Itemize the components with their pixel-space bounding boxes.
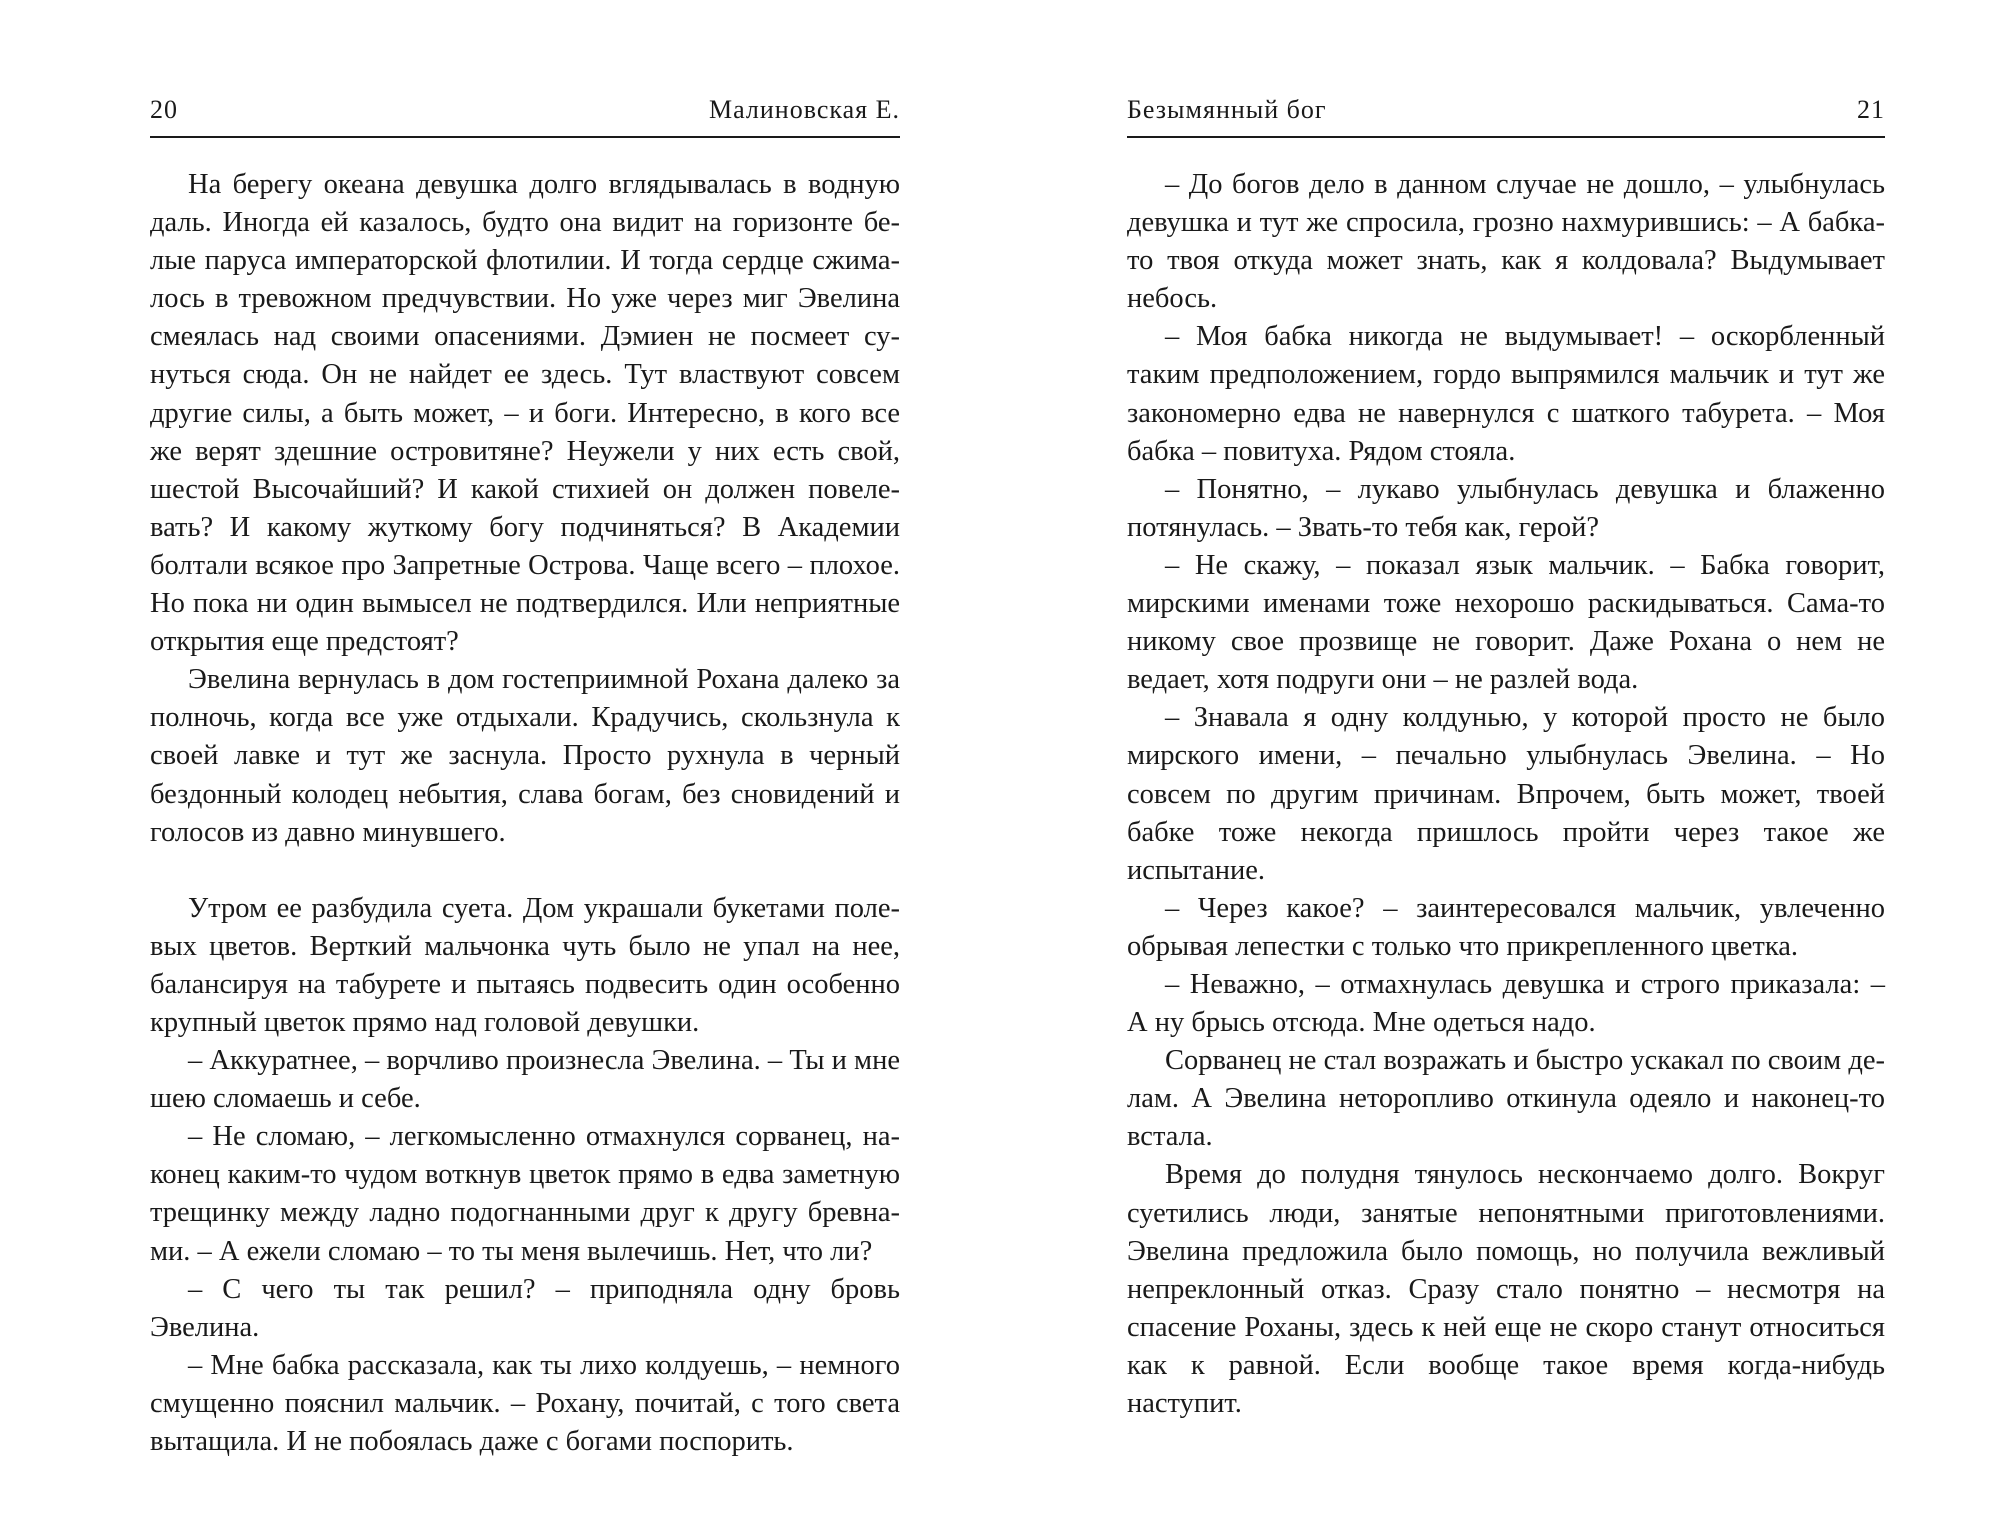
left-page [150,0,900,1526]
paragraph: – Понятно, – лукаво улыбнулась девушка и блаженно потянулась. – Звать-то тебя как, герой? [1127,473,1885,543]
paragraph: – С чего ты так решил? – приподняла одну бровь Эвелина. [150,1273,900,1343]
paragraph: Сорванец не стал возражать и быстро ускакал по своим делам. А Эвелина неторопливо откинула одеяло и наконец-то встала. [1127,1045,1885,1153]
paragraph: На берегу океана девушка долго вглядывалась в водную даль. Иногда ей казалось, будто она видит на горизонте белые паруса императорской флотилии. И тогда сердце сжималось в тревожном предчувствии. Но уже через миг Эвелина смеялась над своими опасениями. Дэмиен не посмеет сунуться сюда. Он не найдет ее здесь. Тут властвуют совсем другие силы, а быть может, – и боги. Интересно, в кого все же верят здешние островитяне? Неужели у них есть свой, шестой Высочайший? И какой стихией он должен повелевать? И какому жуткому богу подчиняться? В Академии болтали всякое про Запретные Острова. Чаще всего – плохое. Но пока ни один вымысел не подтвердился. Или неприятные открытия еще предстоят? [150,169,900,658]
paragraph: – Не сломаю, – легкомысленно отмахнулся сорванец, наконец каким-то чудом воткнув цветок прямо в едва заметную трещинку между ладно подогнанными друг к другу бревнами. – А ежели сломаю – то ты меня вылечишь. Нет, что ли? [150,1121,900,1267]
paragraph: – Аккуратнее, – ворчливо произнесла Эвелина. – Ты и мне шею сломаешь и себе. [150,1045,900,1115]
header-rule [150,136,900,138]
page-number: 20 [150,95,178,124]
paragraph: – Не скажу, – показал язык мальчик. – Бабка говорит, мирскими именами тоже нехорошо раскидываться. Сама-то никому свое прозвище не говорит. Даже Рохана о нем не ведает, хотя подруги они – не разлей вода. [1127,549,1885,696]
running-head-title: Безымянный бог [1127,95,1327,124]
paragraph: Время до полудня тянулось нескончаемо долго. Вокруг суетились люди, занятые непонятными приготовлениями. Эвелина предложила было помощь, но получила вежливый непреклонный отказ. Сразу стало понятно – несмотря на спасение Роханы, здесь к ней еще не скоро станут относиться как к равной. Если вообще такое время когда-нибудь наступит. [1127,1159,1885,1419]
right-page-header [1127,90,1885,130]
section-break [150,852,900,890]
page-number: 21 [1857,95,1885,124]
paragraph: – Неважно, – отмахнулась девушка и строго приказала: – А ну брысь отсюда. Мне одеться надо. [1127,968,1885,1039]
right-page-body [1127,166,1885,1423]
paragraph: – До богов дело в данном случае не дошло, – улыбнулась девушка и тут же спросила, грозно нахмурившись: – А бабка-то твоя откуда может знать, как я колдовала? Выдумывает небось. [1127,169,1885,315]
paragraph: – Моя бабка никогда не выдумывает! – оскорбленный таким предположением, гордо выпрямился мальчик и тут же закономерно едва не навернулся с шаткого табурета. – Моя бабка – повитуха. Рядом стояла. [1127,321,1885,467]
paragraph: – Через какое? – заинтересовался мальчик, увлеченно обрывая лепестки с только что прикрепленного цветка. [1127,892,1885,962]
paragraph: – Знавала я одну колдунью, у которой просто не было мирского имени, – печально улыбнулась Эвелина. – Но совсем по другим причинам. Впрочем, быть может, твоей бабке тоже некогда пришлось пройти через такое же испытание. [1127,702,1885,886]
paragraph: Эвелина вернулась в дом гостеприимной Рохана далеко за полночь, когда все уже отдыхали. Крадучись, скользнула к своей лавке и тут же заснула. Просто рухнула в черный бездонный колодец небытия, слава богам, без сновидений и голосов из давно минувшего. [150,664,900,848]
paragraph: – Мне бабка рассказала, как ты лихо колдуешь, – немного смущенно пояснил мальчик. – Рохану, почитай, с того света вытащила. И не побоялась даже с богами поспорить. [150,1349,900,1457]
right-page [1127,0,1885,1526]
left-page-body [150,166,900,1461]
paragraph: Утром ее разбудила суета. Дом украшали букетами полевых цветов. Верткий мальчонка чуть было не упал на нее, балансируя на табурете и пытаясь подвесить один особенно крупный цветок прямо над головой девушки. [150,892,900,1038]
running-head-author: Малиновская Е. [709,95,900,124]
header-rule [1127,136,1885,138]
left-page-header [150,90,900,130]
